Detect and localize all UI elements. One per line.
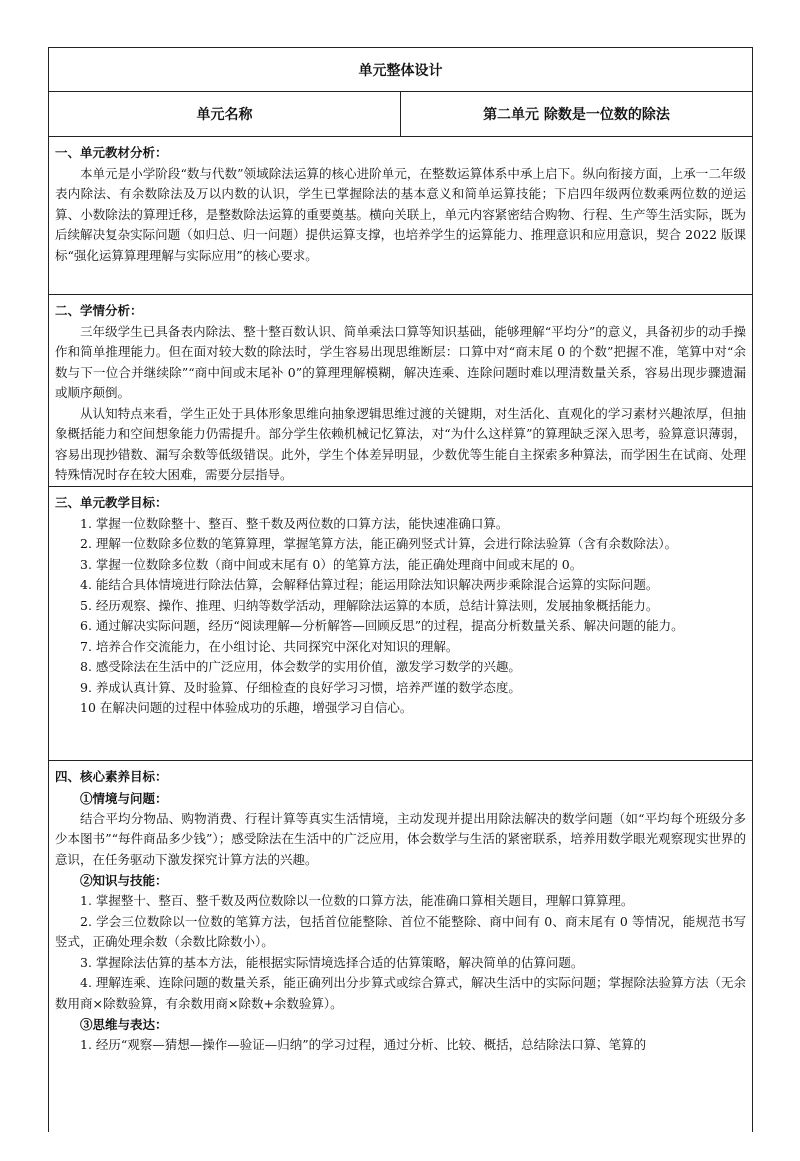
goal-item: 1. 掌握一位数除整十、整百、整千数及两位数的口算方法，能快速准确口算。 xyxy=(80,515,509,531)
paragraph: 3. 掌握除法估算的基本方法，能根据实际情境选择合适的估算策略，解决简单的估算问题。 xyxy=(80,954,584,970)
unit-name-row xyxy=(49,92,752,137)
paragraph: 结合平均分物品、购物消费、行程计算等真实生活情境，主动发现并提出用除法解决的数学问题（如“平均每个班级分多少本图书”“每件商品多少钱”）；感受除法在生活中的广泛应用，体会数学与生活的紧密联系，培养用数学眼光观察现实世界的意识，在任务驱动下激发探究计算方法的兴趣。 xyxy=(55,810,746,867)
paragraph: 三年级学生已具备表内除法、整十整百数认识、简单乘法口算等知识基础，能够理解“平均分”的意义，具备初步的动手操作和简单推理能力。但在面对较大数的除法时，学生容易出现思维断层：口算中对“商末尾 0 的个数”把握不准，笔算中对“余数与下一位合并继续除”“商中间或末尾补 0”的算理理解模糊，解决连乘、连除问题时难以理清数量关系，容易出现步骤遗漏或顺序颠倒。 xyxy=(55,323,746,400)
paragraph: 4. 理解连乘、连除问题的数量关系，能正确列出分步算式或综合算式，解决生活中的实际问题；掌握除法验算方法（无余数用商×除数验算，有余数用商×除数+余数验算）。 xyxy=(55,975,746,1011)
section-heading: 二、学情分析： xyxy=(55,303,143,318)
goal-item: 8. 感受除法在生活中的广泛应用，体会数学的实用价值，激发学习数学的兴趣。 xyxy=(80,659,521,674)
subsection-title: ①情境与问题： xyxy=(80,790,168,806)
section-heading: 一、单元教材分析： xyxy=(55,145,168,160)
section-material-analysis xyxy=(49,137,752,295)
paragraph: 1. 经历“观察—猜想—操作—验证—归纳”的学习过程，通过分析、比较、概括，总结除法口算、笔算的 xyxy=(80,1037,647,1052)
unit-design-table xyxy=(48,47,753,1132)
paragraph: 本单元是小学阶段“数与代数”领域除法运算的核心进阶单元，在整数运算体系中承上启下。纵向衔接方面，上承一二年级表内除法、有余数除法及万以内数的认识，学生已掌握除法的基本意义和简单运算技能；下启四年级两位数乘两位数的逆运算、小数除法的算理迁移，是整数除法运算的重要奠基。横向关联上，单元内容紧密结合购物、行程、生产等生活实际，既为后续解决复杂实际问题（如归总、归一问题）提供运算支撑，也培养学生的运算能力、推理意识和应用意识，契合 2022 版课标“强化运算算理理解与实际应用”的核心要求。 xyxy=(55,165,746,263)
section-heading: 四、核心素养目标： xyxy=(55,769,168,784)
goal-item: 3. 掌握一位数除多位数（商中间或末尾有 0）的笔算方法，能正确处理商中间或末尾的 0。 xyxy=(80,556,583,572)
section-core-literacy xyxy=(49,761,752,1161)
goal-item: 4. 能结合具体情境进行除法估算，会解释估算过程；能运用除法知识解决两步乘除混合运算的实际问题。 xyxy=(80,577,659,592)
section-heading: 三、单元教学目标： xyxy=(55,495,168,510)
subsection-title: ②知识与技能： xyxy=(80,873,168,888)
section-teaching-goals xyxy=(49,487,752,761)
goal-item: 2. 理解一位数除多位数的笔算算理，掌握笔算方法，能正确列竖式计算，会进行除法验算（含有余数除法）。 xyxy=(80,536,678,551)
goal-item: 7. 培养合作交流能力，在小组讨论、共同探究中深化对知识的理解。 xyxy=(80,638,459,654)
goal-item: 5. 经历观察、操作、推理、归纳等数学活动，理解除法运算的本质，总结计算法则，发展抽象概括能力。 xyxy=(80,597,659,613)
goal-item: 6. 通过解决实际问题，经历“阅读理解—分析解答—回顾反思”的过程，提高分析数量关系、解决问题的能力。 xyxy=(80,618,684,633)
unit-name-label: 单元名称 xyxy=(49,92,401,136)
subsection-title: ③思维与表达： xyxy=(80,1017,168,1032)
table-title: 单元整体设计 xyxy=(49,48,752,92)
paragraph: 1. 掌握整十、整百、整千数及两位数除以一位数的口算方法，能准确口算相关题目，理解口算算理。 xyxy=(80,893,634,908)
goal-item: 9. 养成认真计算、及时验算、仔细检查的良好学习习惯，培养严谨的数学态度。 xyxy=(80,679,521,695)
goal-item: 10 在解决问题的过程中体验成功的乐趣，增强学习自信心。 xyxy=(80,700,413,715)
paragraph: 2. 学会三位数除以一位数的笔算方法，包括首位能整除、首位不能整除、商中间有 0、商末尾有 0 等情况，能规范书写竖式，正确处理余数（余数比除数小）。 xyxy=(55,913,746,949)
paragraph: 从认知特点来看，学生正处于具体形象思维向抽象逻辑思维过渡的关键期，对生活化、直观化的学习素材兴趣浓厚，但抽象概括能力和空间想象能力仍需提升。部分学生依赖机械记忆算法，对“为什么这样算”的算理缺乏深入思考，验算意识薄弱，容易出现抄错数、漏写余数等低级错误。此外，学生个体差异明显，少数优等生能自主探索多种算法，而学困生在试商、处理特殊情况时存在较大困难，需要分层指导。 xyxy=(55,405,746,482)
section-student-analysis xyxy=(49,295,752,487)
unit-name-value: 第二单元 除数是一位数的除法 xyxy=(483,107,670,123)
